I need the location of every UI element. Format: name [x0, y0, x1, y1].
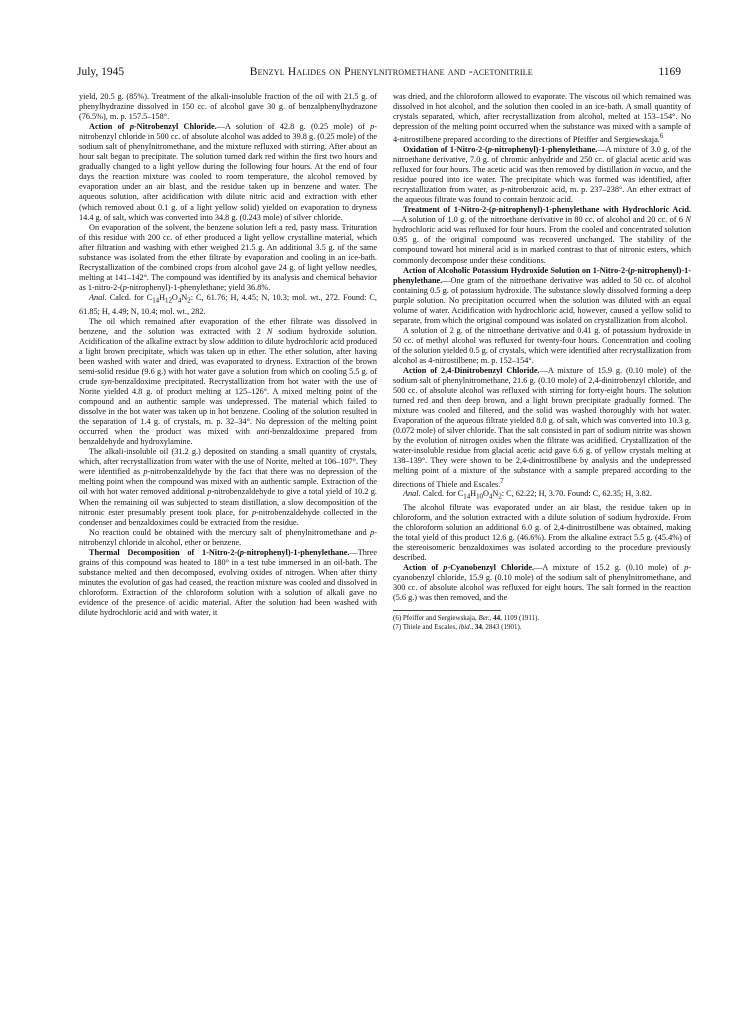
- paragraph-r2: Oxidation of 1-Nitro-2-(p-nitrophenyl)-1-phenylethane.—A mixture of 3.0 g. of the nitroethane derivative, 7.0 g. of chromic anhydride and 250 cc. of glacial acetic acid was refluxed for four hours. The acetic acid was then removed by distillation in vacuo, and the residue poured into ice water. The precipitate which was formed was identified, after recrystallization from water, as p-nitrobenzoic acid, m. p. 237–238°. An ether extract of the aqueous filtrate was found to contain benzoic acid.: [393, 144, 691, 205]
- header-date: July, 1945: [77, 66, 125, 78]
- paragraph-r3: Treatment of 1-Nitro-2-(p-nitrophenyl)-1-phenylethane with Hydrochloric Acid.—A solution of 1.0 g. of the nitroethane derivative in 80 cc. of alcohol and 20 cc. of 6 N hydrochloric acid was refluxed for four hours. From the cooled and concentrated solution 0.95 g. of the original compound was recovered unchanged. The stability of the compound toward hot mineral acid is in marked contrast to that of nitronic esters, which commonly decompose under these conditions.: [393, 205, 691, 265]
- footnote-f6: (6) Pfeiffer and Sergiewskaja, Ber., 44, 1109 (1911).: [393, 614, 540, 623]
- paragraph-r9: Action of p-Cyanobenzyl Chloride.—A mixture of 15.2 g. (0.10 mole) of p-cyanobenzyl chloride, 15.9 g. (0.10 mole) of the sodium salt of phenylnitromethane, and 300 cc. of absolute alcohol was refluxed for eight hours. The salt formed in the reaction (5.6 g.) was then removed, and the: [393, 563, 691, 603]
- footnote-f7: (7) Thiele and Escales, ibid., 34, 2843 (1901).: [393, 623, 522, 632]
- paragraph-l1: yield, 20.5 g. (85%). Treatment of the alkali-insoluble fraction of the oil with 21.5 g. of phenylhydrazine dissolved in 150 cc. of alcohol gave 30 g. of benzalphenylhydrazone (76.5%), m. p. 157.5–158°.: [79, 92, 377, 122]
- left-column: [79, 92, 377, 618]
- header-title: Benzyl Halides on Phenylnitromethane and -acetonitrile: [249, 66, 533, 78]
- paragraph-l3: On evaporation of the solvent, the benzene solution left a red, pasty mass. Trituration of this residue with 200 cc. of ether produced a light yellow crystalline material, which after filtration and washing with ether weighed 21.5 g. An additional 3.5 g. of the same substance was isolated from the ether filtrate by evaporation and cooling in an ice-bath. Recrystallization of the combined crops from alcohol gave 24 g. of light yellow needles, melting at 141–142°. The compound was identified by its analysis and chemical behavior as 1-nitro-2-(p-nitrophenyl)-1-phenylethane; yield 36.8%.: [79, 222, 377, 292]
- paragraph-r1: was dried, and the chloroform allowed to evaporate. The viscous oil which remained was dissolved in hot alcohol, and the solution then cooled in an ice-bath. A small quantity of crystals separated, which, after recrystallization from alcohol, melted at 153–154°. No depression of the melting point occurred when the substance was mixed with a sample of 4-nitrostilbene prepared according to the directions of Pfeiffer and Sergiewskaja.$^6$: [393, 92, 691, 144]
- paragraph-r8: The alcohol filtrate was evaporated under an air blast, the residue taken up in chloroform, and the solution extracted with a dilute solution of sodium hydroxide. From the chloroform solution an additional 6.0 g. of 2,4-dinitrostilbene was obtained, making the total yield of this product 12.6 g. (46.6%). From the alkaline extract 5.5 g. (45.4%) of the stereoisomeric benzaldoximes was isolated according to the procedure previously described.: [393, 503, 691, 563]
- paragraph-l8: Thermal Decomposition of 1-Nitro-2-(p-nitrophenyl)-1-phenylethane.—Three grains of this compound was heated to 180° in a test tube immersed in an oil-bath. The substance melted and then decomposed, evolving oxides of nitrogen. When after thirty minutes the evolution of gas had ceased, the reaction mixture was cooled and dissolved in chloroform. Extraction of the chloroform solution with a solution of alkali gave no evidence of the presence of acidic material. After the solution had been washed with dilute hydrochloric acid and with water, it: [79, 547, 377, 618]
- paragraph-l4: Anal. Calcd. for $C_{14}H_{12}O_4N_2$: C, 61.76; H, 4.45; N, 10.3; mol. wt., 272. Found: C, 61.85; H, 4.49; N, 10.4; mol. wt., 282.: [79, 292, 377, 316]
- paragraph-r4: Action of Alcoholic Potassium Hydroxide Solution on 1-Nitro-2-(p-nitrophenyl)-1-phenylethane.—One gram of the nitroethane derivative was added to 50 cc. of alcohol containing 0.5 g. of potassium hydroxide. The substance slowly dissolved forming a deep purple solution. No precipitation occurred when the solution was diluted with an equal volume of water. Acidification with hydrochloric acid, however, caused a yellow solid to separate, from which the original compound was isolated on crystallization from alcohol.: [393, 265, 691, 325]
- paragraph-r7: Anal. Calcd. for $C_{14}H_{10}O_4N_2$: C, 62.22; H, 3.70. Found: C, 62.35; H, 3.82.: [403, 489, 652, 501]
- paragraph-l7: No reaction could be obtained with the mercury salt of phenylnitromethane and p-nitrobenzyl chloride in alcohol, ether or benzene.: [79, 527, 377, 547]
- right-column: [393, 92, 691, 632]
- page-number: 1169: [658, 66, 681, 78]
- paragraph-r5: A solution of 2 g. of the nitroethane derivative and 0.41 g. of potassium hydroxide in 50 cc. of methyl alcohol was refluxed for twenty-four hours. Concentration and cooling of the solution yielded 0.5 g. of crystals, which were identified after recrystallization from alcohol as 4-nitrostilbene; m. p. 152–154°.: [393, 325, 691, 365]
- paragraph-l6: The alkali-insoluble oil (31.2 g.) deposited on standing a small quantity of crystals, which, after recrystallization from water with the use of Norite, melted at 106–107°. They were identified as p-nitrobenzaldehyde by the fact that there was no depression of the melting point when the compound was mixed with an authentic sample. Extraction of the oil with hot water removed additional p-nitrobenzaldehyde to give a total yield of 10.2 g. When the remaining oil was subjected to steam distillation, a slow decomposition of the nitronic ester presumably present took place, for p-nitrobenzaldehyde collected in the condenser and benzaldoximes could be extracted from the residue.: [79, 447, 378, 527]
- footnote-rule: [393, 610, 501, 611]
- paragraph-l5: The oil which remained after evaporation of the ether filtrate was dissolved in benzene, and the solution was extracted with 2 N sodium hydroxide solution. Acidification of the alkaline extract by slow addition to dilute hydrochloric acid produced a light brown precipitate, which was taken up in ether. The ether solution, after having been washed with water and dried, was evaporated to dryness. Extraction of the brown semi-solid residue (9.6 g.) with hot water gave a solution from which on cooling 5.5 g. of crude syn-benzaldoxime precipitated. Recrystallization from hot water with the use of Norite yielded 4.8 g. of product melting at 125–126°. A mixed melting point of the compound and an authentic sample was undepressed. The material which failed to dissolve in the hot water was taken up in hot benzene. Cooling of the solution resulted in the separation of 1.4 g. of crystals, m. p. 32–34°. No depression of the melting point occurred when the product was mixed with anti-benzaldoxime prepared from benzaldehyde and hydroxylamine.: [79, 316, 378, 447]
- paragraph-l2: Action of p-Nitrobenzyl Chloride.—A solution of 42.8 g. (0.25 mole) of p-nitrobenzyl chloride in 500 cc. of absolute alcohol was added to 39.8 g. (0.25 mole) of the sodium salt of phenylnitromethane, and the mixture refluxed with stirring. After about an hour salt began to precipitate. The solution turned dark red within the first two hours and gradually changed to a light yellow during the following four hours. At the end of four days the reaction mixture was cooled to room temperature, the alcohol removed by evaporation under an air blast, and the residue taken up in benzene and water. The aqueous solution, after acidification with dilute nitric acid and extraction with ether (which removed about 0.1 g. of a light yellow solid) yielded on evaporation to dryness 14.4 g. of salt, which was converted into 34.8 g. (0.243 mole) of silver chloride.: [79, 122, 378, 222]
- paragraph-r6: Action of 2,4-Dinitrobenzyl Chloride.—A mixture of 15.9 g. (0.10 mole) of the sodium salt of phenylnitromethane, 21.6 g. (0.10 mole) of 2,4-dinitrobenzyl chloride, and 500 cc. of absolute alcohol was refluxed with stirring for forty-eight hours. The solution turned red and then deep brown, and a light brown precipitate gradually formed. The mixture was cooled and filtered, and the solid was washed thoroughly with hot water. Evaporation of the aqueous filtrate yielded 8.0 g. of salt, which was converted into 10.3 g. (0.072 mole) of silver chloride. That the salt consisted in part of sodium nitrite was shown by the evolution of nitrogen oxides when the filtrate was acidified. Crystallization of the water-insoluble residue from glacial acetic acid gave 6.6 g. of yellow crystals melting at 138–139°. They were shown to be 2,4-dinitrostilbene by analysis and the undepressed melting point of a mixture of the substance with a sample prepared according to the directions of Thiele and Escales.$^7$: [393, 366, 691, 489]
- running-header: [77, 66, 681, 82]
